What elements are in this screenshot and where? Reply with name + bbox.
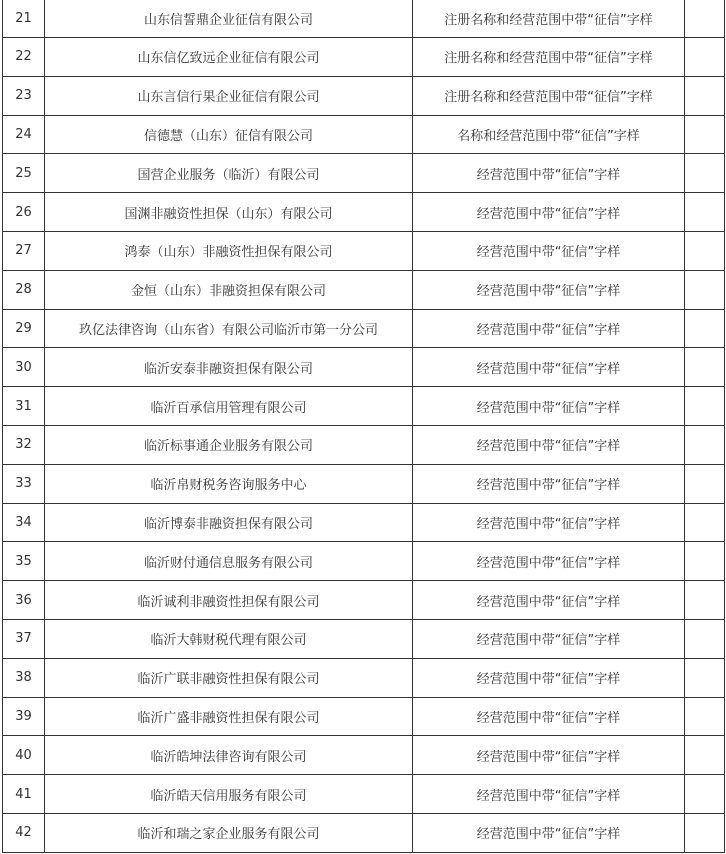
company-name-cell: 临沂安泰非融资担保有限公司 (45, 348, 413, 387)
company-name-cell: 临沂皓坤法律咨询有限公司 (45, 736, 413, 775)
company-name-cell: 临沂皓天信用服务有限公司 (45, 775, 413, 814)
reason-cell: 经营范围中带“征信”字样 (413, 309, 685, 348)
row-number-cell: 28 (3, 270, 45, 309)
table-row (3, 425, 725, 464)
company-name-cell: 鸿泰（山东）非融资性担保有限公司 (45, 231, 413, 270)
reason-cell: 经营范围中带“征信”字样 (413, 736, 685, 775)
row-number-cell: 26 (3, 193, 45, 232)
row-number-cell: 30 (3, 348, 45, 387)
note-cell (685, 542, 725, 581)
note-cell (685, 581, 725, 620)
reason-cell: 经营范围中带“征信”字样 (413, 231, 685, 270)
reason-cell: 经营范围中带“征信”字样 (413, 581, 685, 620)
row-number-cell: 25 (3, 154, 45, 193)
company-name-cell: 国营企业服务（临沂）有限公司 (45, 154, 413, 193)
company-name-cell: 山东信亿致远企业征信有限公司 (45, 38, 413, 77)
table-row (3, 542, 725, 581)
note-cell (685, 619, 725, 658)
company-name-cell: 临沂财付通信息服务有限公司 (45, 542, 413, 581)
note-cell (685, 76, 725, 115)
note-cell (685, 231, 725, 270)
row-number-cell: 31 (3, 387, 45, 426)
company-name-cell: 金恒（山东）非融资担保有限公司 (45, 270, 413, 309)
company-name-cell: 临沂广盛非融资性担保有限公司 (45, 697, 413, 736)
table-row (3, 619, 725, 658)
table-row (3, 270, 725, 309)
note-cell (685, 270, 725, 309)
note-cell (685, 464, 725, 503)
company-list-table (2, 0, 725, 853)
row-number-cell: 42 (3, 813, 45, 852)
row-number-cell: 36 (3, 581, 45, 620)
table-row (3, 115, 725, 154)
reason-cell: 经营范围中带“征信”字样 (413, 813, 685, 852)
table-row (3, 503, 725, 542)
table-row (3, 813, 725, 852)
reason-cell: 经营范围中带“征信”字样 (413, 464, 685, 503)
company-name-cell: 临沂标事通企业服务有限公司 (45, 425, 413, 464)
reason-cell: 注册名称和经营范围中带“征信”字样 (413, 0, 685, 38)
company-name-cell: 临沂百承信用管理有限公司 (45, 387, 413, 426)
company-name-cell: 临沂博泰非融资担保有限公司 (45, 503, 413, 542)
table-row (3, 231, 725, 270)
table-row (3, 154, 725, 193)
company-name-cell: 信德慧（山东）征信有限公司 (45, 115, 413, 154)
reason-cell: 经营范围中带“征信”字样 (413, 154, 685, 193)
table-body (3, 0, 725, 852)
table-row (3, 0, 725, 38)
note-cell (685, 813, 725, 852)
company-name-cell: 玖亿法律咨询（山东省）有限公司临沂市第一分公司 (45, 309, 413, 348)
company-name-cell: 临沂诚利非融资性担保有限公司 (45, 581, 413, 620)
reason-cell: 经营范围中带“征信”字样 (413, 387, 685, 426)
reason-cell: 经营范围中带“征信”字样 (413, 193, 685, 232)
row-number-cell: 37 (3, 619, 45, 658)
table-row (3, 348, 725, 387)
note-cell (685, 309, 725, 348)
table-row (3, 387, 725, 426)
company-name-cell: 临沂大韩财税代理有限公司 (45, 619, 413, 658)
note-cell (685, 193, 725, 232)
row-number-cell: 34 (3, 503, 45, 542)
company-name-cell: 临沂和瑞之家企业服务有限公司 (45, 813, 413, 852)
table-row (3, 464, 725, 503)
row-number-cell: 29 (3, 309, 45, 348)
reason-cell: 经营范围中带“征信”字样 (413, 697, 685, 736)
note-cell (685, 775, 725, 814)
note-cell (685, 503, 725, 542)
note-cell (685, 387, 725, 426)
reason-cell: 经营范围中带“征信”字样 (413, 542, 685, 581)
row-number-cell: 39 (3, 697, 45, 736)
row-number-cell: 23 (3, 76, 45, 115)
note-cell (685, 154, 725, 193)
table-row (3, 658, 725, 697)
reason-cell: 注册名称和经营范围中带“征信”字样 (413, 38, 685, 77)
row-number-cell: 24 (3, 115, 45, 154)
table-row (3, 581, 725, 620)
company-name-cell: 临沂广联非融资性担保有限公司 (45, 658, 413, 697)
note-cell (685, 348, 725, 387)
row-number-cell: 22 (3, 38, 45, 77)
note-cell (685, 658, 725, 697)
table-row (3, 76, 725, 115)
table-row (3, 38, 725, 77)
reason-cell: 经营范围中带“征信”字样 (413, 270, 685, 309)
row-number-cell: 35 (3, 542, 45, 581)
row-number-cell: 32 (3, 425, 45, 464)
reason-cell: 经营范围中带“征信”字样 (413, 775, 685, 814)
company-name-cell: 临沂帛财税务咨询服务中心 (45, 464, 413, 503)
row-number-cell: 40 (3, 736, 45, 775)
company-name-cell: 山东言信行果企业征信有限公司 (45, 76, 413, 115)
note-cell (685, 38, 725, 77)
table-row (3, 736, 725, 775)
table-row (3, 697, 725, 736)
row-number-cell: 21 (3, 0, 45, 38)
table-row (3, 309, 725, 348)
row-number-cell: 27 (3, 231, 45, 270)
row-number-cell: 41 (3, 775, 45, 814)
table-row (3, 775, 725, 814)
reason-cell: 名称和经营范围中带“征信”字样 (413, 115, 685, 154)
reason-cell: 经营范围中带“征信”字样 (413, 348, 685, 387)
reason-cell: 经营范围中带“征信”字样 (413, 425, 685, 464)
note-cell (685, 697, 725, 736)
note-cell (685, 115, 725, 154)
reason-cell: 注册名称和经营范围中带“征信”字样 (413, 76, 685, 115)
table-row (3, 193, 725, 232)
reason-cell: 经营范围中带“征信”字样 (413, 658, 685, 697)
reason-cell: 经营范围中带“征信”字样 (413, 619, 685, 658)
company-name-cell: 国渊非融资性担保（山东）有限公司 (45, 193, 413, 232)
row-number-cell: 33 (3, 464, 45, 503)
note-cell (685, 0, 725, 38)
note-cell (685, 736, 725, 775)
reason-cell: 经营范围中带“征信”字样 (413, 503, 685, 542)
note-cell (685, 425, 725, 464)
row-number-cell: 38 (3, 658, 45, 697)
company-name-cell: 山东信誓鼎企业征信有限公司 (45, 0, 413, 38)
